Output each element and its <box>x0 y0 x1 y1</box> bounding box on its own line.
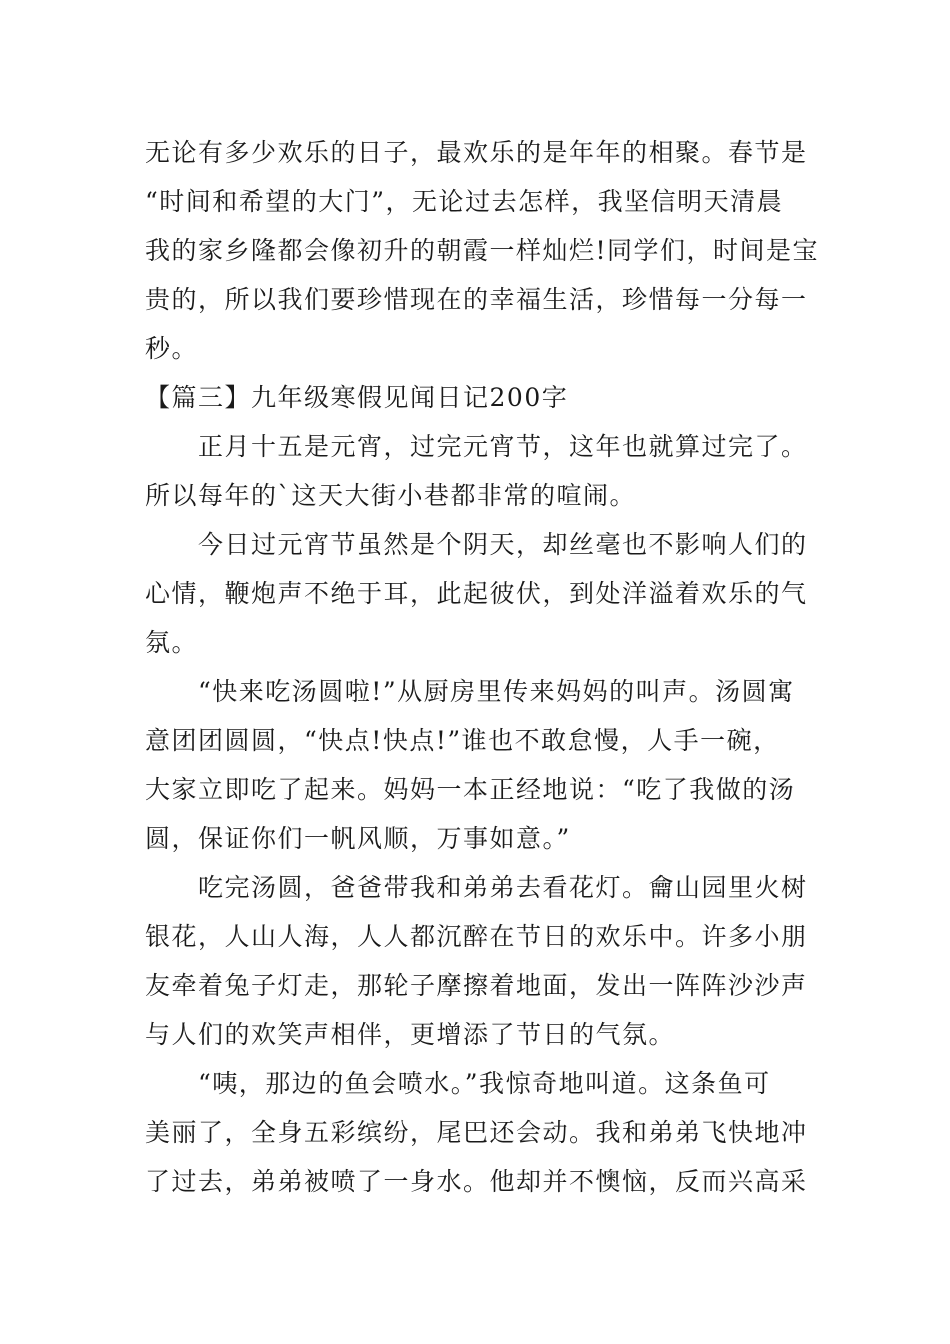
text-line: 吃完汤圆，爸爸带我和弟弟去看花灯。龠山园里火树 <box>198 873 808 902</box>
text-line: 贵的，所以我们要珍惜现在的幸福生活，珍惜每一分每一 <box>145 285 808 314</box>
text-line: 我的家乡隆都会像初升的朝霞一样灿烂!同学们，时间是宝 <box>145 236 820 265</box>
text-line: 友牵着兔子灯走，那轮子摩擦着地面，发出一阵阵沙沙声 <box>145 971 808 1000</box>
document-body <box>145 128 820 1206</box>
text-line: 秒。 <box>145 334 199 363</box>
text-line: 正月十五是元宵，过完元宵节，这年也就算过完了。 <box>198 432 808 461</box>
text-line: 与人们的欢笑声相伴，更增添了节日的气氛。 <box>145 1020 676 1049</box>
text-line: 了过去，弟弟被喷了一身水。他却并不懊恼，反而兴高采 <box>145 1167 808 1196</box>
text-line: 心情，鞭炮声不绝于耳，此起彼伏，到处洋溢着欢乐的气 <box>145 579 808 608</box>
text-line: 意团团圆圆，“快点!快点!”谁也不敢怠慢，人手一碗， <box>145 726 780 755</box>
text-line: 大家立即吃了起来。妈妈一本正经地说：“吃了我做的汤 <box>145 775 796 804</box>
text-line: 无论有多少欢乐的日子，最欢乐的是年年的相聚。春节是 <box>145 138 808 167</box>
text-line: 氛。 <box>145 628 199 657</box>
text-line: 银花，人山人海，人人都沉醉在节日的欢乐中。许多小朋 <box>145 922 808 951</box>
text-line: “咦，那边的鱼会喷水。”我惊奇地叫道。这条鱼可 <box>198 1069 771 1098</box>
text-line: 美丽了，全身五彩缤纷，尾巴还会动。我和弟弟飞快地冲 <box>145 1118 808 1147</box>
text-line: 圆，保证你们一帆风顺，万事如意。” <box>145 824 571 853</box>
text-line: “快来吃汤圆啦!”从厨房里传来妈妈的叫声。汤圆寓 <box>198 677 795 706</box>
text-line: 今日过元宵节虽然是个阴天，却丝毫也不影响人们的 <box>198 530 808 559</box>
text-line: “时间和希望的大门”，无论过去怎样，我坚信明天清晨 <box>145 187 784 216</box>
text-line: 所以每年的`这天大街小巷都非常的喧闹。 <box>145 481 637 510</box>
section-heading: 【篇三】九年级寒假见闻日记200字 <box>145 383 569 412</box>
